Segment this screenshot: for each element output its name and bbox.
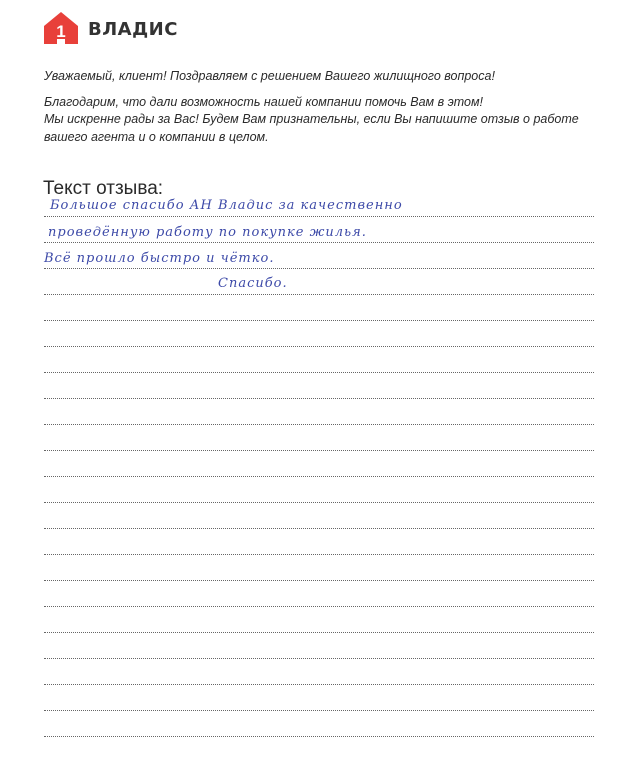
ruled-line <box>44 554 594 555</box>
ruled-line <box>44 242 594 243</box>
ruled-line <box>44 372 594 373</box>
ruled-line <box>44 736 594 737</box>
request-line-cont: вашего агента и о компании в целом. <box>44 129 269 144</box>
ruled-line <box>44 294 594 295</box>
greeting-line: Уважаемый, клиент! Поздравляем с решением Вашего жилищного вопроса! <box>44 69 495 83</box>
ruled-line <box>44 398 594 399</box>
thanks-line: Благодарим, что дали возможность нашей компании помочь Вам в этом! <box>44 94 484 109</box>
brand-name: ВЛАДИС <box>88 18 178 40</box>
ruled-line <box>44 606 594 607</box>
ruled-line <box>44 502 594 503</box>
handwritten-line-1: Большое спасибо АН Владис за качественно <box>50 198 403 213</box>
ruled-line <box>44 320 594 321</box>
ruled-line <box>44 476 594 477</box>
handwritten-line-3: Всё прошло быстро и чётко. <box>44 251 275 266</box>
ruled-line <box>44 528 594 529</box>
logo-digit: 1 <box>56 22 66 41</box>
ruled-line <box>44 684 594 685</box>
ruled-line <box>44 450 594 451</box>
request-line: Мы искренне рады за Вас! Будем Вам признательны, если Вы напишите отзыв о работе <box>44 112 579 126</box>
handwritten-line-4: Спасибо. <box>218 276 288 291</box>
ruled-line <box>44 346 594 347</box>
ruled-line <box>44 710 594 711</box>
ruled-lines <box>44 0 594 768</box>
ruled-line <box>44 658 594 659</box>
handwritten-line-2: проведённую работу по покупке жилья. <box>48 225 367 240</box>
ruled-line <box>44 268 594 269</box>
ruled-line <box>44 424 594 425</box>
ruled-line <box>44 580 594 581</box>
review-title: Текст отзыва: <box>43 178 164 199</box>
ruled-line <box>44 632 594 633</box>
ruled-line <box>44 216 594 217</box>
